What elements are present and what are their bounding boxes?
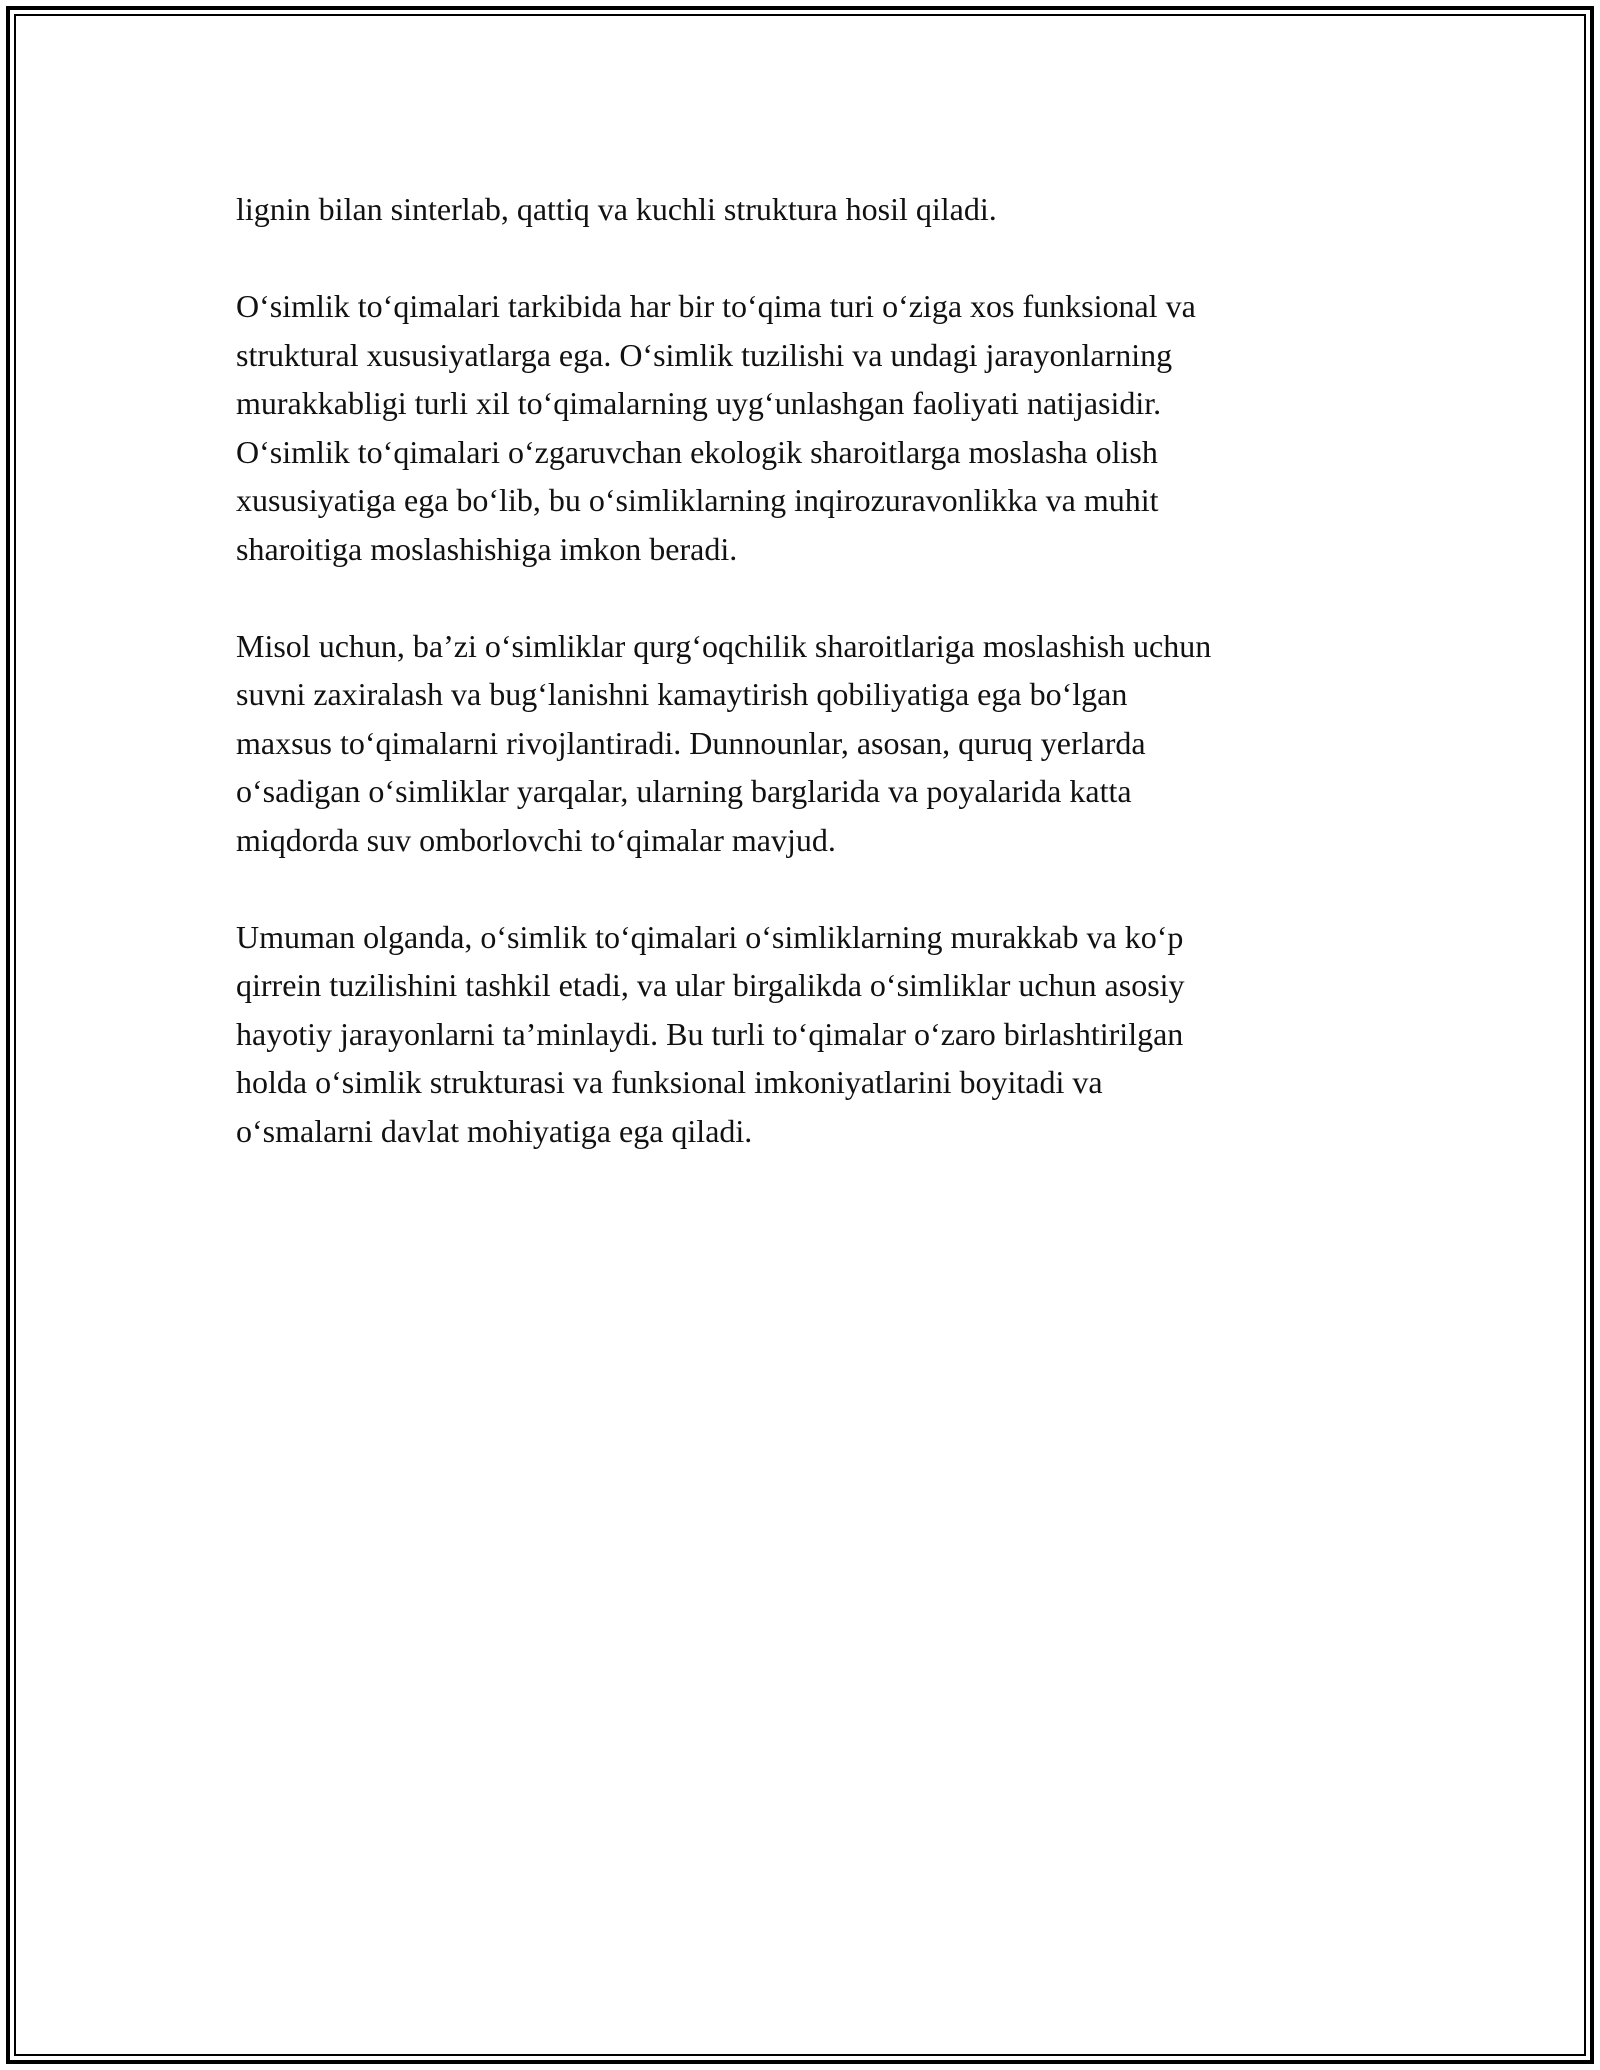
paragraph: Umuman olganda, o‘simlik to‘qimalari o‘simliklarning murakkab va ko‘p qirrein tuzilishini tashkil etadi, va ular birgalikda o‘simliklar uchun asosiy hayotiy jarayonlarni ta’minlaydi. Bu turli to‘qimalar o‘zaro birlashtirilgan holda o‘simlik strukturasi va funksional imkoniyatlarini boyitadi va o‘smalarni davlat mohiyatiga ega qiladi. <box>236 918 1185 1149</box>
paragraph: O‘simlik to‘qimalari tarkibida har bir to‘qima turi o‘ziga xos funksional va struktural xususiyatlarga ega. O‘simlik tuzilishi va undagi jarayonlarning murakkabligi turli xil to‘qimalarning uyg‘unlashgan faoliyati natijasidir. O‘simlik to‘qimalari o‘zgaruvchan ekologik sharoitlarga moslasha olish xususiyatiga ega bo‘lib, bu o‘simliklarning inqirozuravonlikka va muhit sharoitiga moslashishiga imkon beradi. <box>236 288 1196 567</box>
paragraph: lignin bilan sinterlab, qattiq va kuchli struktura hosil qiladi. <box>236 191 997 227</box>
paragraph: Misol uchun, ba’zi o‘simliklar qurg‘oqchilik sharoitlariga moslashish uchun suvni zaxiralash va bug‘lanishni kamaytirish qobiliyatiga ega bo‘lgan maxsus to‘qimalarni rivojlantiradi. Dunnounlar, asosan, quruq yerlarda o‘sadigan o‘simliklar yarqalar, ularning barglarida va poyalarida katta miqdorda suv omborlovchi to‘qimalar mavjud. <box>236 627 1212 858</box>
document-body <box>236 185 1376 1204</box>
